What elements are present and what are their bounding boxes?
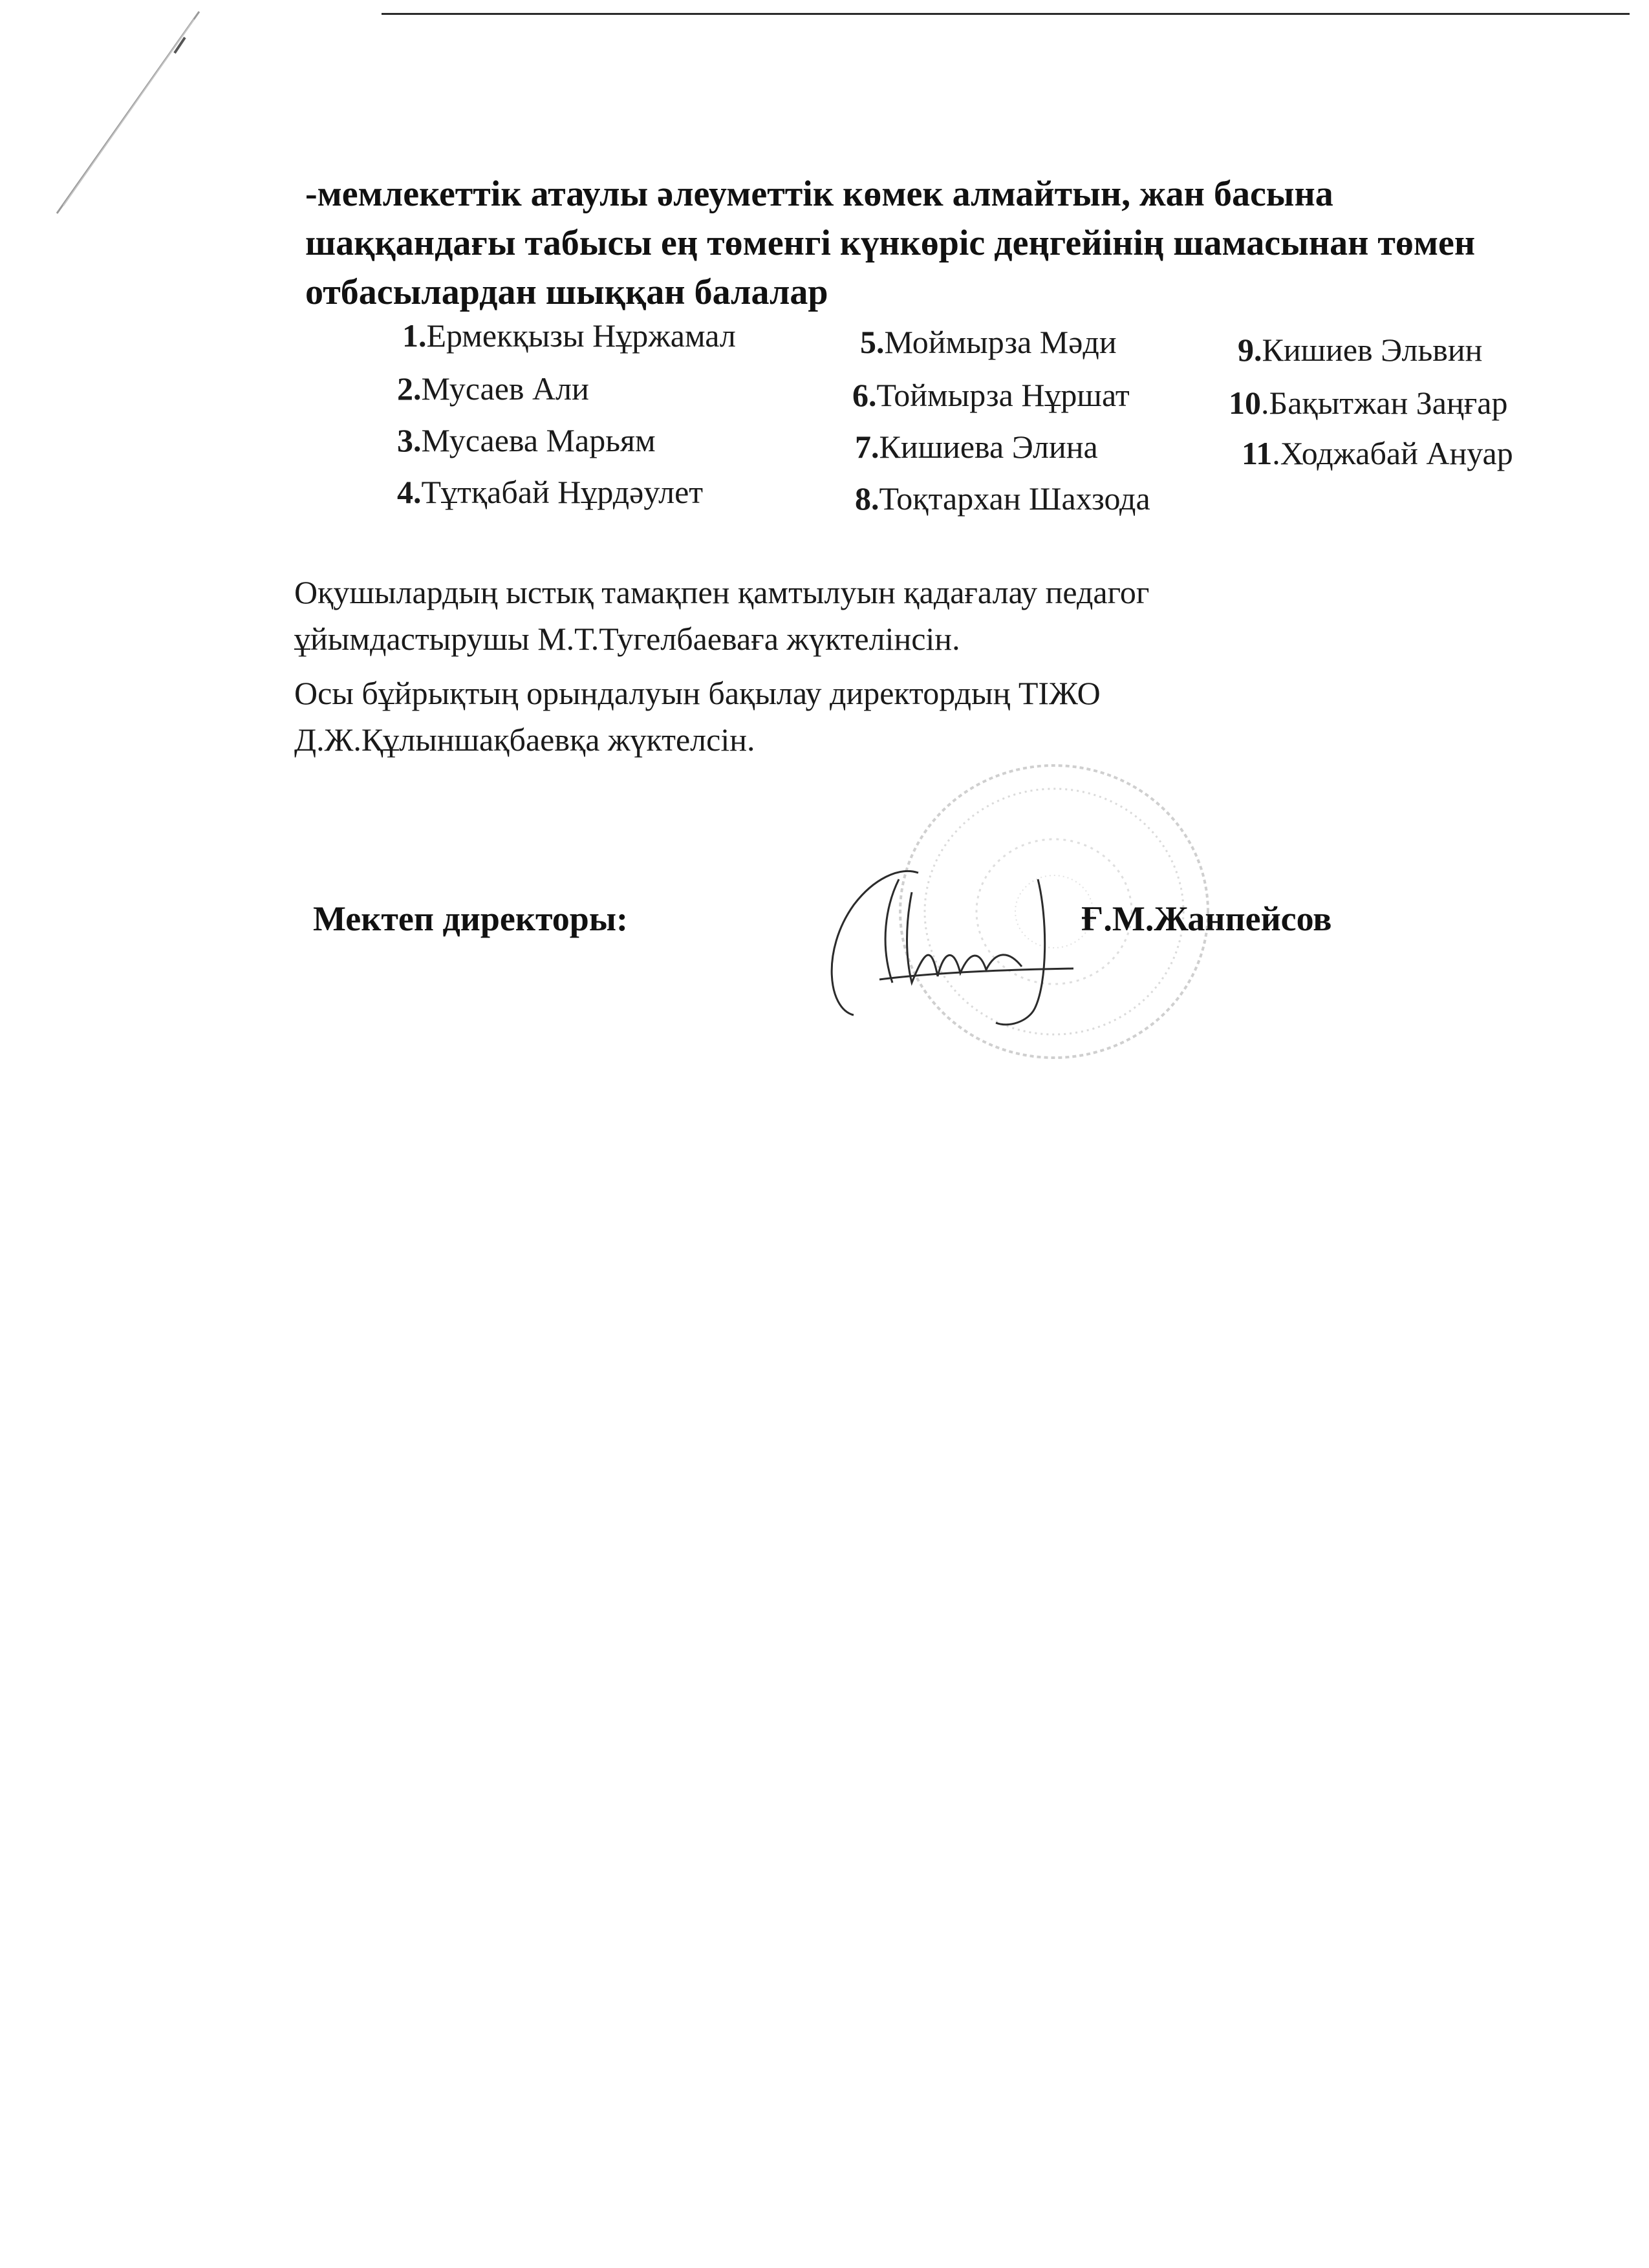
student-list-item: 7.Кишиева Элина xyxy=(855,429,1098,465)
student-list-item: 1.Ермекқызы Нұржамал xyxy=(402,317,736,354)
director-signature xyxy=(815,853,1086,1034)
intro-line: отбасылардан шыққан балалар xyxy=(305,272,828,312)
intro-line: -мемлекеттік атаулы әлеуметтік көмек алмайтын, жан басына xyxy=(305,174,1333,214)
intro-paragraph xyxy=(305,169,1534,317)
student-list-item: 3.Мусаева Марьям xyxy=(397,422,656,458)
scan-streak-mark xyxy=(0,0,259,259)
intro-line: шаққандағы табысы ең төменгі күнкөріс деңгейінің шамасынан төмен xyxy=(305,223,1476,263)
student-list-item: 5.Моймырза Мәди xyxy=(860,324,1117,360)
signatory-name: Ғ.М.Жанпейсов xyxy=(1081,899,1332,938)
student-list-item: 11.Ходжабай Ануар xyxy=(1242,435,1513,471)
control-paragraph: Осы бұйрықтың орындалуын бақылау директордың ТІЖО Д.Ж.Құлыншақбаевқа жүктелсін. xyxy=(294,675,1101,758)
student-list-item: 9.Кишиев Эльвин xyxy=(1238,332,1483,368)
supervision-paragraph: Оқушылардың ыстық тамақпен қамтылуын қадағалау педагог ұйымдастырушы М.Т.Тугелбаеваға жүктелінсін. xyxy=(294,574,1150,657)
scan-top-edge xyxy=(382,13,1630,15)
student-list-item: 6.Тоймырза Нұршат xyxy=(852,377,1130,413)
signatory-role: Мектеп директоры: xyxy=(313,899,628,938)
student-list-item: 4.Тұтқабай Нұрдәулет xyxy=(397,474,704,510)
student-list-item: 8.Тоқтархан Шахзода xyxy=(855,480,1150,517)
student-list-item: 2.Мусаев Али xyxy=(397,370,589,407)
student-list-item: 10.Бақытжан Заңғар xyxy=(1229,385,1508,421)
